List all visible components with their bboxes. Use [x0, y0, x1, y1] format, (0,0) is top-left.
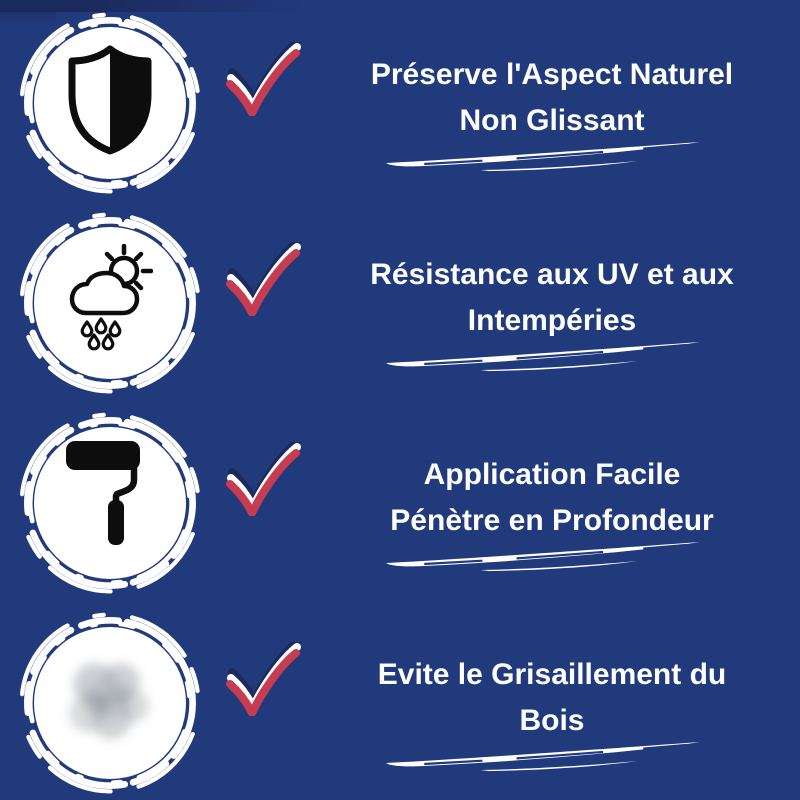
feature-row-preserve — [0, 0, 800, 200]
icon-badge — [15, 208, 205, 398]
icon-badge — [15, 8, 205, 198]
feature-line2: Bois — [519, 704, 585, 737]
checkmark-icon — [226, 242, 302, 316]
feature-line1: Application Facile — [423, 458, 681, 491]
feature-line2: Pénètre en Profondeur — [390, 504, 714, 537]
shield-icon — [64, 44, 156, 156]
brush-underline — [384, 739, 702, 771]
brush-underline — [384, 539, 702, 571]
feature-line1: Préserve l'Aspect Naturel — [370, 58, 734, 91]
feature-text — [322, 400, 782, 600]
brush-underline — [384, 339, 702, 371]
checkmark-icon — [226, 42, 302, 116]
checkmark-icon — [226, 642, 302, 716]
feature-text — [322, 600, 782, 800]
feature-line1: Evite le Grisaillement du — [377, 658, 727, 691]
checkmark-icon — [226, 442, 302, 516]
feature-row-application — [0, 400, 800, 600]
feature-row-resistance — [0, 200, 800, 400]
paint-roller-icon — [65, 440, 143, 546]
feature-text — [322, 200, 782, 400]
feature-text — [322, 0, 782, 200]
feature-line2: Non Glissant — [459, 104, 645, 137]
brush-underline — [384, 139, 702, 171]
weather-icon — [65, 244, 153, 352]
feature-line1: Résistance aux UV et aux — [370, 258, 734, 291]
icon-badge — [15, 608, 205, 798]
feature-line2: Intempéries — [467, 304, 637, 337]
icon-badge — [15, 408, 205, 598]
gray-stain-icon — [45, 640, 173, 768]
feature-row-grisaillement — [0, 600, 800, 800]
